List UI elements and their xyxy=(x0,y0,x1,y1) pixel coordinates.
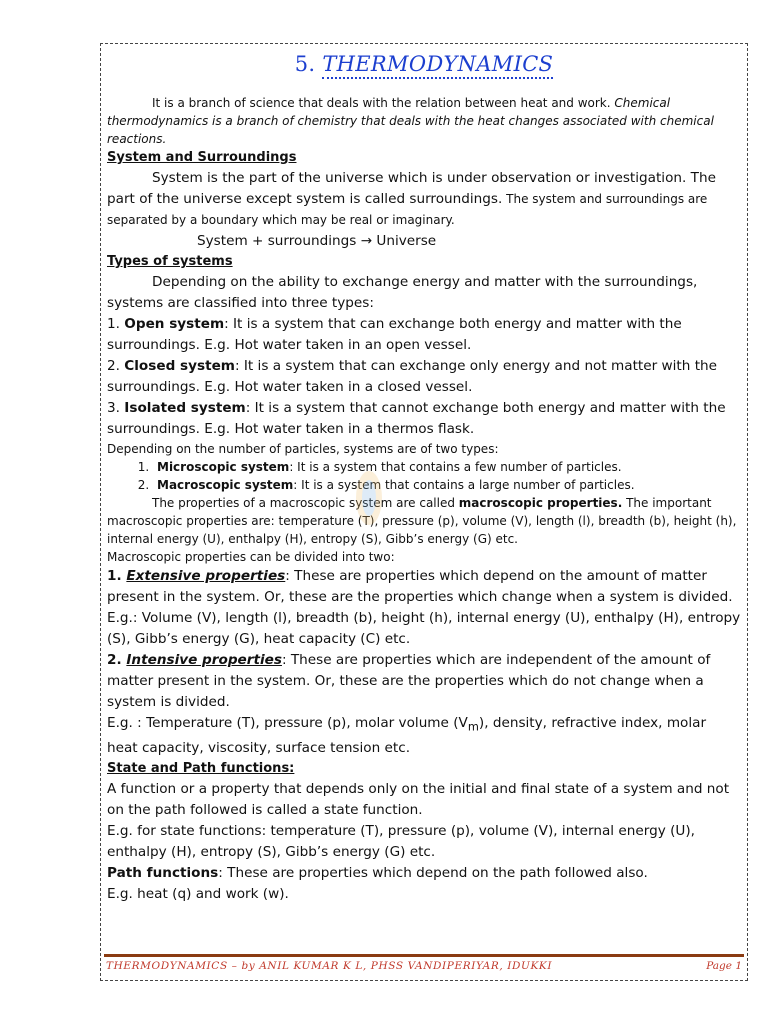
open-system-item xyxy=(107,314,741,356)
path-function-examples: E.g. heat (q) and work (w). xyxy=(107,885,289,902)
extensive-examples: E.g.: Volume (V), length (l), breadth (b), height (h), internal energy (U), enthalpy (H), entropy (S), Gibb’s energy (G), heat capacity (C) etc. xyxy=(107,610,741,647)
path-function-text: : These are properties which depend on the path followed also. xyxy=(218,864,648,881)
props-text-b: The important macroscopic properties are: temperature (T), pressure (p), volume (V), length (l), breadth (b), height (h), internal energy (U), enthalpy (H), entropy (S), Gibb’s energy (G) etc. xyxy=(107,496,737,546)
footer-credit: THERMODYNAMICS – by ANIL KUMAR K L, PHSS VANDIPERIYAR, IDUKKI xyxy=(106,960,553,972)
intensive-eg-a: E.g. : Temperature (T), pressure (p), molar volume (V xyxy=(107,715,468,731)
intro-italic: Chemical thermodynamics is a branch of chemistry that deals with the heat changes associated with chemical reactions. xyxy=(107,96,714,146)
extensive-text: : These are properties which depend on the amount of matter present in the system. Or, these are the properties which change when a system is divided. xyxy=(107,568,733,605)
intro-paragraph xyxy=(107,94,741,148)
heading-system-surroundings: System and Surroundings xyxy=(107,150,297,165)
particles-intro: Depending on the number of particles, systems are of two types: xyxy=(107,442,499,456)
closed-system-term: Closed system xyxy=(124,358,235,374)
microscopic-text: : It is a system that contains a few number of particles. xyxy=(289,460,622,474)
macroscopic-item xyxy=(153,476,741,494)
path-function-term: Path functions xyxy=(107,864,219,881)
item-number: 3. xyxy=(107,400,125,416)
props-text-a: The properties of a macroscopic system are called xyxy=(152,496,459,510)
intensive-item xyxy=(107,650,741,713)
intensive-term: Intensive properties xyxy=(126,652,282,668)
microscopic-item xyxy=(153,458,741,476)
path-function-item xyxy=(107,863,741,884)
extensive-term: Extensive properties xyxy=(126,568,286,584)
closed-system-item xyxy=(107,356,741,398)
isolated-system-term: Isolated system xyxy=(124,400,246,416)
extensive-item xyxy=(107,566,741,608)
page-number: Page 1 xyxy=(706,960,742,972)
types-intro: Depending on the ability to exchange energy and matter with the surroundings, systems are classified into three types: xyxy=(107,274,698,311)
particles-list xyxy=(107,458,741,494)
chapter-title: THERMODYNAMICS xyxy=(322,52,553,79)
item-number: 1. xyxy=(107,568,127,584)
intensive-eg-b: ), density, refractive index, molar heat capacity, viscosity, surface tension etc. xyxy=(107,715,707,756)
intensive-examples xyxy=(107,713,741,759)
watermark-logo-icon xyxy=(354,468,384,528)
system-paragraph xyxy=(107,168,741,231)
intensive-text: : These are properties which are independent of the amount of matter present in the system. Or, these are the properties which do not change when a system is divided. xyxy=(107,652,711,710)
system-text-large: System is the part of the universe which is under observation or investigation. The part of the universe except system is called surroundings. xyxy=(107,170,716,207)
isolated-system-text: : It is a system that cannot exchange both energy and matter with the surroundings. E.g. Hot water taken in a thermos flask. xyxy=(107,400,726,437)
state-function-examples: E.g. for state functions: temperature (T), pressure (p), volume (V), internal energy (U), enthalpy (H), entropy (S), Gibb’s energy (G) etc. xyxy=(107,822,695,860)
document-page xyxy=(100,43,748,981)
chapter-number: 5. xyxy=(294,52,316,76)
heading-types-of-systems: Types of systems xyxy=(107,254,233,269)
macroscopic-term: Macroscopic system xyxy=(157,478,294,492)
closed-system-text: : It is a system that can exchange only energy and not matter with the surroundings. E.g. Hot water taken in a closed vessel. xyxy=(107,358,718,395)
page-title xyxy=(107,52,741,76)
macroscopic-properties-paragraph xyxy=(107,494,741,548)
state-function-definition: A function or a property that depends only on the initial and final state of a system and not on the path followed is called a state function. xyxy=(107,780,730,818)
heading-state-path: State and Path functions: xyxy=(107,760,295,776)
item-number: 2. xyxy=(107,358,125,374)
item-number: 2. xyxy=(107,652,127,668)
footer-rule xyxy=(104,954,744,957)
isolated-system-item xyxy=(107,398,741,440)
intensive-eg-sub: m xyxy=(467,719,479,734)
open-system-text: : It is a system that can exchange both energy and matter with the surroundings. E.g. Hot water taken in an open vessel. xyxy=(107,316,682,353)
microscopic-term: Microscopic system xyxy=(157,460,290,474)
macroscopic-divided: Macroscopic properties can be divided into two: xyxy=(107,550,395,564)
macroscopic-text: : It is a system that contains a large number of particles. xyxy=(293,478,635,492)
page-footer xyxy=(104,960,744,976)
item-number: 1. xyxy=(107,316,125,332)
open-system-term: Open system xyxy=(124,316,225,332)
intro-plain: It is a branch of science that deals with the relation between heat and work. xyxy=(152,96,615,110)
system-text-small: The system and surroundings are separated by a boundary which may be real or imaginary. xyxy=(107,192,708,227)
universe-equation: System + surroundings → Universe xyxy=(197,233,437,249)
props-bold: macroscopic properties. xyxy=(458,496,623,510)
